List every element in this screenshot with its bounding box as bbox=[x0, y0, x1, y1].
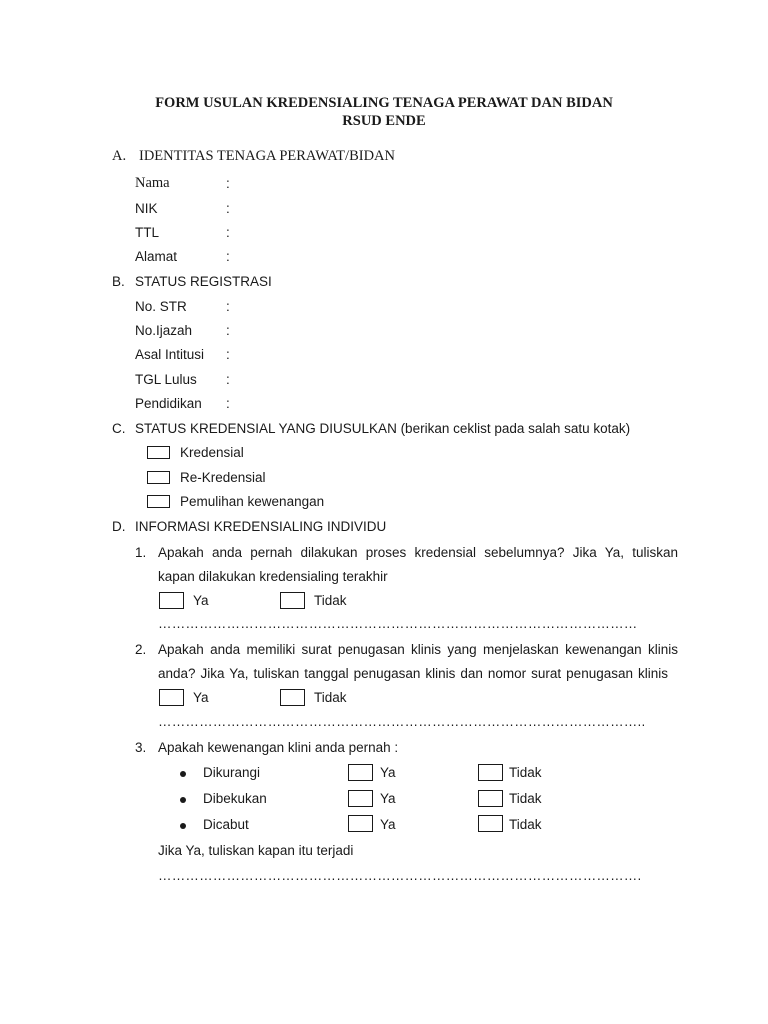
section-b-heading: STATUS REGISTRASI bbox=[135, 274, 272, 289]
q2-tidak-label: Tidak bbox=[314, 690, 347, 705]
field-colon: : bbox=[226, 201, 230, 216]
field-colon: : bbox=[226, 225, 230, 240]
dicabut-tidak-label: Tidak bbox=[509, 817, 542, 832]
field-label-alamat: Alamat bbox=[135, 249, 178, 264]
dibekukan-tidak-label: Tidak bbox=[509, 791, 542, 806]
checkbox-dicabut-ya[interactable] bbox=[348, 815, 373, 832]
bullet-icon bbox=[180, 797, 186, 803]
field-label-no-str: No. STR bbox=[135, 299, 187, 314]
question-3-number: 3. bbox=[135, 740, 147, 755]
q3-item-dikurangi: Dikurangi bbox=[203, 765, 261, 780]
checkbox-dicabut-tidak[interactable] bbox=[478, 815, 503, 832]
field-colon: : bbox=[226, 396, 230, 411]
checkbox-dibekukan-tidak[interactable] bbox=[478, 790, 503, 807]
section-b-letter: B. bbox=[112, 274, 125, 289]
question-1-line1: Apakah anda pernah dilakukan proses kredensial sebelumnya? Jika Ya, tuliskan bbox=[158, 545, 678, 560]
checkbox-kredensial[interactable] bbox=[147, 446, 170, 459]
checkbox-re-kredensial[interactable] bbox=[147, 471, 170, 484]
question-1-number: 1. bbox=[135, 545, 147, 560]
q3-item-dibekukan: Dibekukan bbox=[203, 791, 267, 806]
field-label-nik: NIK bbox=[135, 201, 158, 216]
question-2-line2: anda? Jika Ya, tuliskan tanggal penugasan klinis dan nomor surat penugasan klinis bbox=[158, 666, 668, 681]
field-label-ttl: TTL bbox=[135, 225, 160, 240]
field-label-tgl-lulus: TGL Lulus bbox=[135, 372, 197, 387]
checkbox-dikurangi-tidak[interactable] bbox=[478, 764, 503, 781]
checkbox-pemulihan-kewenangan[interactable] bbox=[147, 495, 170, 508]
option-label-pemulihan: Pemulihan kewenangan bbox=[180, 494, 325, 509]
question-2-line1: Apakah anda memiliki surat penugasan klinis yang menjelaskan kewenangan klinis bbox=[158, 642, 678, 657]
form-subtitle: RSUD ENDE bbox=[342, 113, 426, 129]
checkbox-q2-tidak[interactable] bbox=[280, 689, 305, 706]
checkbox-q1-ya[interactable] bbox=[159, 592, 184, 609]
form-title: FORM USULAN KREDENSIALING TENAGA PERAWAT DAN BIDAN bbox=[155, 95, 613, 111]
bullet-icon bbox=[180, 771, 186, 777]
field-label-pendidikan: Pendidikan bbox=[135, 396, 202, 411]
checkbox-q1-tidak[interactable] bbox=[280, 592, 305, 609]
q2-answer-dots[interactable]: …………………………………………………………………………………………….. bbox=[158, 714, 646, 729]
q3-answer-dots[interactable]: ……………………………………………………………………………………………. bbox=[158, 868, 642, 883]
dikurangi-tidak-label: Tidak bbox=[509, 765, 542, 780]
field-label-asal-institusi: Asal Intitusi bbox=[135, 347, 205, 362]
dikurangi-ya-label: Ya bbox=[380, 765, 396, 780]
section-a-heading: IDENTITAS TENAGA PERAWAT/BIDAN bbox=[139, 148, 395, 164]
option-label-re-kredensial: Re-Kredensial bbox=[180, 470, 266, 485]
bullet-icon bbox=[180, 823, 186, 829]
section-a-letter: A. bbox=[112, 148, 127, 164]
field-colon: : bbox=[226, 176, 230, 191]
checkbox-dibekukan-ya[interactable] bbox=[348, 790, 373, 807]
field-colon: : bbox=[226, 347, 230, 362]
field-colon: : bbox=[226, 372, 230, 387]
field-label-no-ijazah: No.Ijazah bbox=[135, 323, 193, 338]
checkbox-q2-ya[interactable] bbox=[159, 689, 184, 706]
field-colon: : bbox=[226, 249, 230, 264]
field-colon: : bbox=[226, 323, 230, 338]
q1-tidak-label: Tidak bbox=[314, 593, 347, 608]
question-3-text: Apakah kewenangan klini anda pernah : bbox=[158, 740, 399, 755]
option-label-kredensial: Kredensial bbox=[180, 445, 244, 460]
field-colon: : bbox=[226, 299, 230, 314]
checkbox-dikurangi-ya[interactable] bbox=[348, 764, 373, 781]
q2-ya-label: Ya bbox=[193, 690, 209, 705]
question-1-line2: kapan dilakukan kredensialing terakhir bbox=[158, 569, 388, 584]
question-2-number: 2. bbox=[135, 642, 147, 657]
q3-item-dicabut: Dicabut bbox=[203, 817, 249, 832]
q1-answer-dots[interactable]: …………………………………………………………………………………………… bbox=[158, 616, 638, 631]
section-d-letter: D. bbox=[112, 519, 126, 534]
section-c-heading: STATUS KREDENSIAL YANG DIUSULKAN (berikan ceklist pada salah satu kotak) bbox=[135, 421, 631, 436]
dibekukan-ya-label: Ya bbox=[380, 791, 396, 806]
section-d-heading: INFORMASI KREDENSIALING INDIVIDU bbox=[135, 519, 387, 534]
field-label-nama: Nama bbox=[135, 175, 170, 191]
q3-note: Jika Ya, tuliskan kapan itu terjadi bbox=[158, 843, 354, 858]
q1-ya-label: Ya bbox=[193, 593, 209, 608]
section-c-letter: C. bbox=[112, 421, 126, 436]
dicabut-ya-label: Ya bbox=[380, 817, 396, 832]
